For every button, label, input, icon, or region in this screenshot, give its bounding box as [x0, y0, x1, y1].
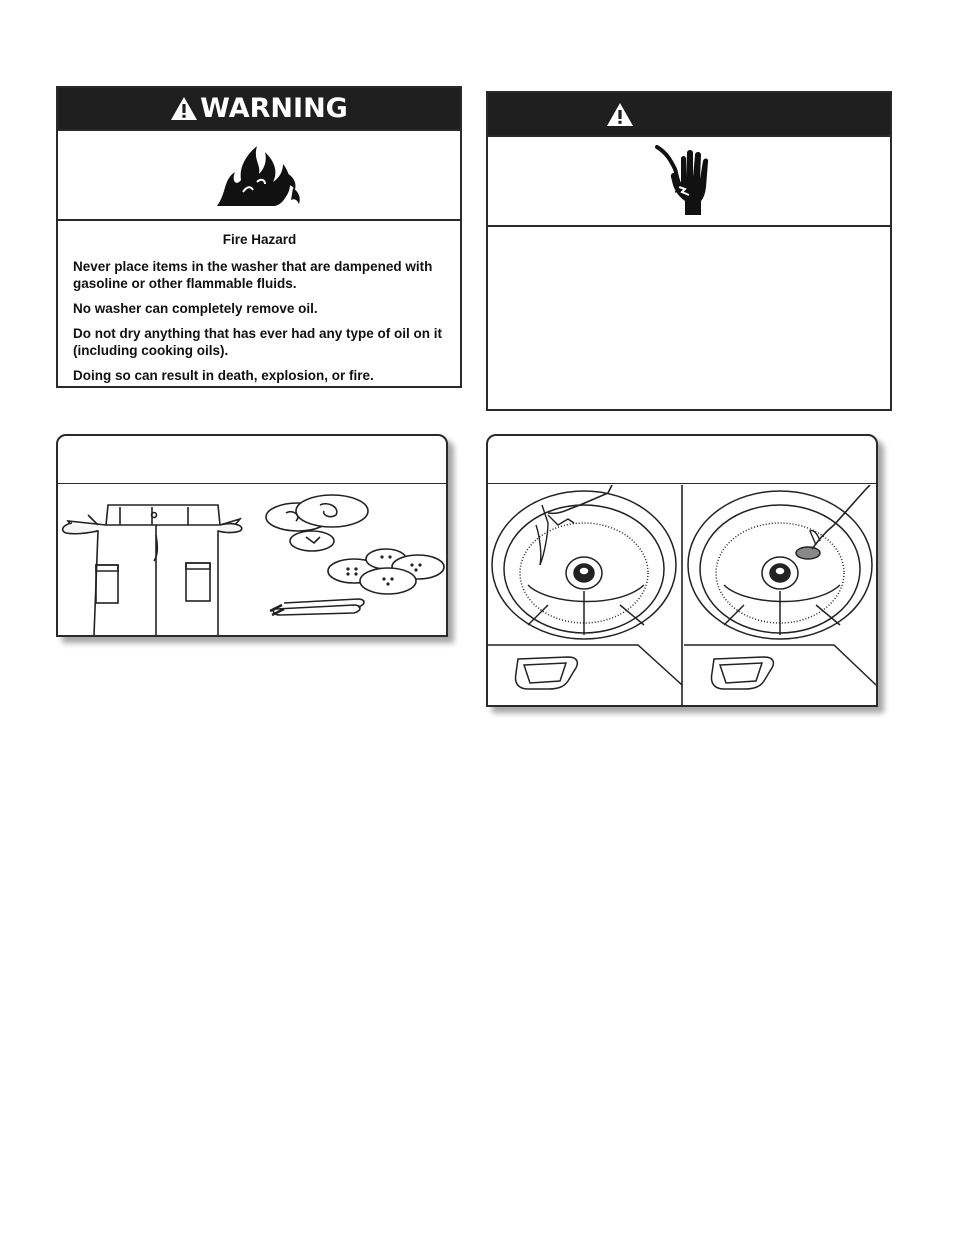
- warning-header: [58, 88, 460, 129]
- pockets-illustration: [58, 485, 446, 635]
- fire-icon-area: [58, 129, 460, 221]
- fire-icon: [213, 142, 305, 208]
- warning-message-4: Doing so can result in death, explosion, or fire.: [73, 368, 374, 383]
- coins-icon: [266, 495, 368, 551]
- hazard-title: Fire Hazard: [222, 232, 297, 247]
- warning-triangle-icon: [170, 96, 198, 121]
- warning-message-3: Do not dry anything that has ever had any type of oil on it (including cooking oils).: [73, 326, 443, 358]
- fire-warning-box: [56, 86, 462, 388]
- electrical-shock-hand-icon: [649, 143, 729, 219]
- panel-caption-area: [58, 436, 446, 484]
- shock-icon-area: [488, 135, 890, 227]
- shock-warning-text-area: [488, 227, 890, 407]
- shock-warning-header: [488, 93, 890, 135]
- washer-tub-wiping-icon: [684, 485, 876, 689]
- buttons-icon: [328, 549, 444, 594]
- warning-triangle-icon: [606, 102, 634, 127]
- fire-warning-text: [58, 221, 460, 384]
- empty-pockets-panel: [56, 434, 448, 637]
- panel-caption-area: [488, 436, 876, 484]
- safety-pins-icon: [270, 599, 364, 615]
- warning-title: WARNING: [200, 93, 348, 124]
- washer-cleaning-panel: [486, 434, 878, 707]
- shock-warning-box: [486, 91, 892, 411]
- washer-illustration: [488, 485, 876, 706]
- empty-pockets-pants-icon: [63, 505, 242, 635]
- warning-message-1: Never place items in the washer that are dampened with gasoline or other flammable fluids.: [73, 259, 433, 291]
- washer-tub-pouring-icon: [488, 485, 682, 689]
- warning-message-2: No washer can completely remove oil.: [73, 301, 318, 316]
